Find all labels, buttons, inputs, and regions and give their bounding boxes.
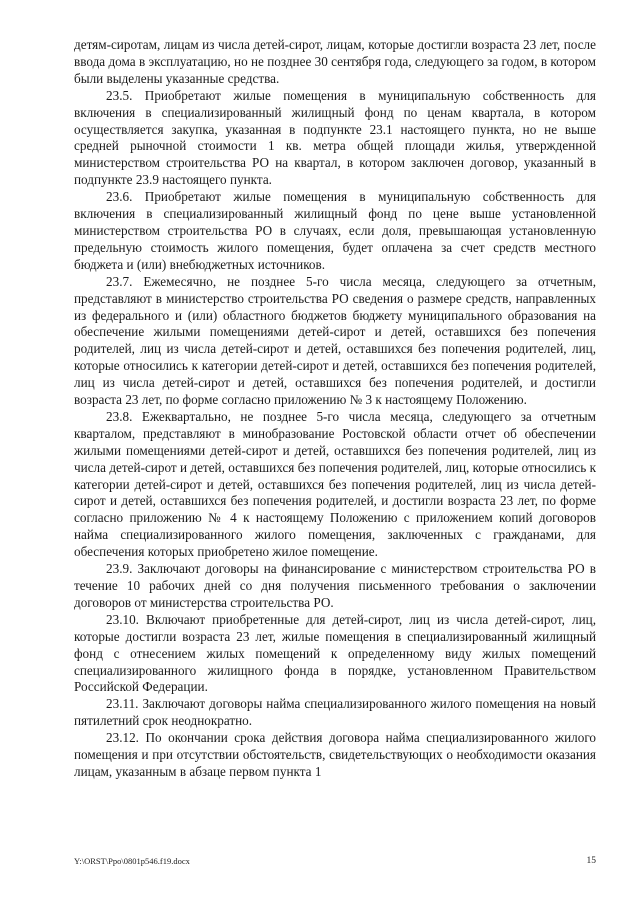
paragraph-23-10: 23.10. Включают приобретенные для детей-сирот, лиц из числа детей-сирот, лиц, которые достигли возраста 23 лет, жилые помещения в специализированный жилищный фонд с отнесением жилых помещений к определенному виду жилых помещений специализированного жилищного фонда в порядке, установленном Правительством Российской Федерации. <box>74 611 596 695</box>
paragraph-23-5: 23.5. Приобретают жилые помещения в муниципальную собственность для включения в специализированный жилищный фонд по ценам квартала, в котором осуществляется закупка, указанная в подпункте 23.1 настоящего пункта, но не выше средней рыночной стоимости 1 кв. метра общей площади жилья, утвержденной министерством строительства РО на квартал, в котором заключен договор, указанный в подпункте 23.9 настоящего пункта. <box>74 87 596 188</box>
paragraph-23-7: 23.7. Ежемесячно, не позднее 5-го числа месяца, следующего за отчетным, представляют в министерство строительства РО сведения о размере средств, направленных из федерального и (или) областного бюджетов бюджету муниципального образования на обеспечение жилыми помещениями детей-сирот и детей, оставшихся без попечения родителей, лиц из числа детей-сирот и детей, оставшихся без попечения родителей, лиц, которые относились к категории детей-сирот и детей, оставшихся без попечения родителей, лиц из числа детей-сирот и детей, оставшихся без попечения родителей, и достигли возраста 23 лет, по форме согласно приложению № 3 к настоящему Положению. <box>74 273 596 408</box>
body-text <box>74 37 596 781</box>
paragraph-23-8: 23.8. Ежеквартально, не позднее 5-го числа месяца, следующего за отчетным кварталом, представляют в минобразование Ростовской области отчет об обеспечении жилыми помещениями детей-сирот и детей, оставшихся без попечения родителей, лиц из числа детей-сирот и детей, оставшихся без попечения родителей, лиц, которые относились к категории детей-сирот и детей, оставшихся без попечения родителей, лиц из числа детей-сирот и детей, оставшихся без попечения родителей, и достигли возраста 23 лет, по форме согласно приложению № 4 к настоящему Положению с приложением копий договоров найма специализированного жилого помещения, заключенных с гражданами, для обеспечения которых приобретено жилое помещение. <box>74 408 596 560</box>
paragraph-23-6: 23.6. Приобретают жилые помещения в муниципальную собственность для включения в специализированный жилищный фонд по цене выше установленной министерством строительства РО в случаях, если доля, превышающая установленную предельную стоимость жилого помещения, будет оплачена за счет средств местного бюджета и (или) внебюджетных источников. <box>74 189 596 272</box>
file-path: Y:\ORST\Ppo\0801p546.f19.docx <box>74 856 190 866</box>
paragraph-23-12: 23.12. По окончании срока действия договора найма специализированного жилого помещения и при отсутствии обстоятельств, свидетельствующих о необходимости оказания лицам, указанным в абзаце первом пункта 1 <box>74 730 596 779</box>
paragraph-23-9: 23.9. Заключают договоры на финансирование с министерством строительства РО в течение 10 рабочих дней со дня получения письменного требования о заключении договоров от министерства строительства РО. <box>74 561 596 610</box>
paragraph-continuation: детям-сиротам, лицам из числа детей-сирот, лицам, которые достигли возраста 23 лет, после ввода дома в эксплуатацию, но не позднее 30 сентября года, следующего за годом, в котором были выделены указанные средства. <box>74 37 596 86</box>
page-number: 15 <box>586 856 596 866</box>
paragraph-23-11: 23.11. Заключают договоры найма специализированного жилого помещения на новый пятилетний срок неоднократно. <box>74 696 596 729</box>
